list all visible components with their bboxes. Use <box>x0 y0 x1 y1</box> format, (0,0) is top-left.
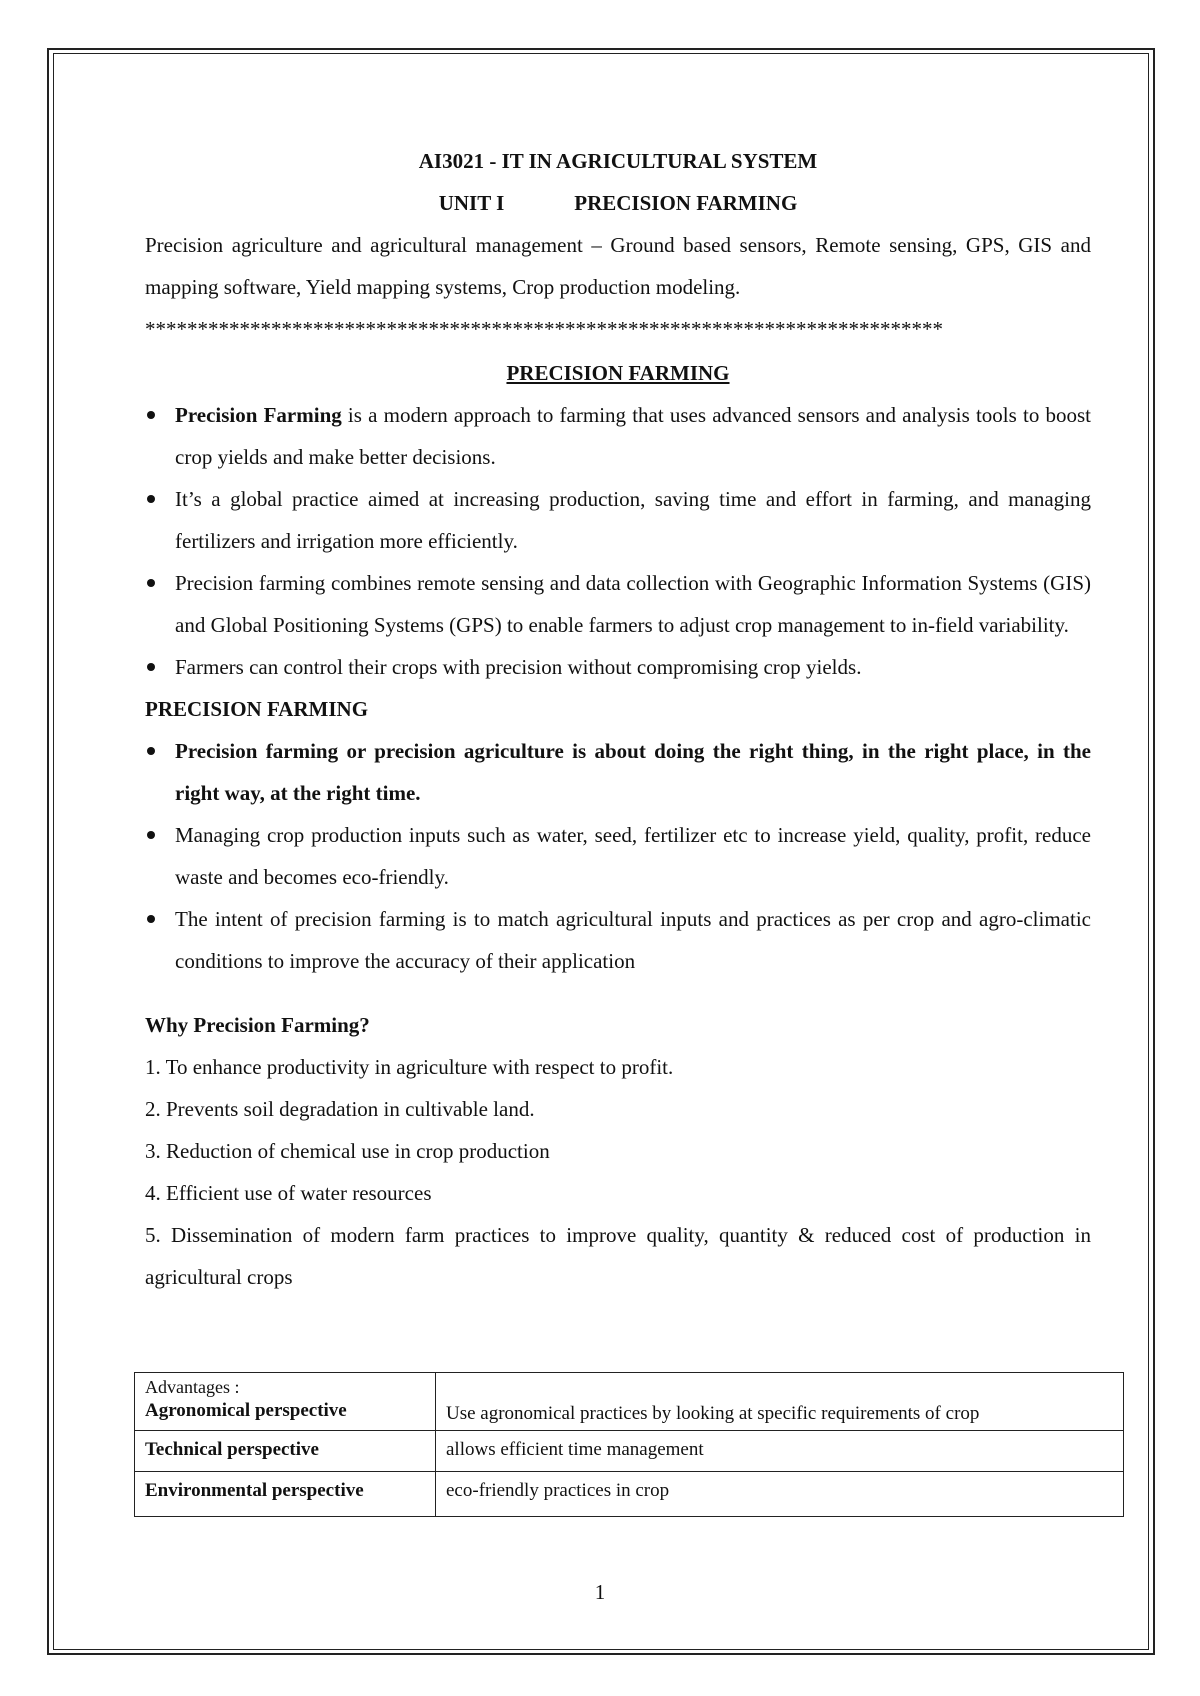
table-row <box>135 1373 1124 1431</box>
list-item <box>145 394 1091 478</box>
list-item-text: is a modern approach to farming that uses advanced sensors and analysis tools to boost crop yields and make better decisions. <box>175 403 1091 469</box>
list-item <box>145 562 1091 646</box>
why-item: 2. Prevents soil degradation in cultivable land. <box>145 1097 535 1121</box>
list-item-text: Precision farming or precision agriculture is about doing the right thing, in the right place, in the right way, at the right time. <box>175 739 1091 805</box>
why-item: 5. Dissemination of modern farm practices to improve quality, quantity & reduced cost of production in agricultural crops <box>145 1223 1091 1289</box>
list-item <box>145 898 1091 982</box>
why-item: 3. Reduction of chemical use in crop production <box>145 1139 550 1163</box>
unit-heading <box>145 182 1091 224</box>
table-cell-perspective <box>135 1373 436 1431</box>
table-cell-perspective: Environmental perspective <box>135 1472 436 1517</box>
advantages-caption: Advantages : <box>145 1377 240 1397</box>
unit-title: PRECISION FARMING <box>574 191 798 215</box>
why-item: 4. Efficient use of water resources <box>145 1181 432 1205</box>
list-item <box>145 730 1091 814</box>
precision-farming-list <box>145 394 1091 688</box>
section-heading-precision-farming: PRECISION FARMING <box>506 361 730 385</box>
list-item <box>145 646 1091 688</box>
list-item-text: The intent of precision farming is to match agricultural inputs and practices as per crop and agro-climatic conditions to improve the accuracy of their application <box>175 907 1091 973</box>
advantages-table <box>134 1372 1124 1517</box>
list-item <box>145 478 1091 562</box>
table-cell-perspective: Technical perspective <box>135 1431 436 1472</box>
list-item-text: Precision farming combines remote sensing and data collection with Geographic Information Systems (GIS) and Global Positioning Systems (GPS) to enable farmers to adjust crop management to in-field variability. <box>175 571 1091 637</box>
why-item: 1. To enhance productivity in agriculture with respect to profit. <box>145 1055 674 1079</box>
list-item-text: Managing crop production inputs such as water, seed, fertilizer etc to increase yield, quality, profit, reduce waste and becomes eco-friendly. <box>175 823 1091 889</box>
table-cell-description: allows efficient time management <box>436 1431 1124 1472</box>
table-cell-description: Use agronomical practices by looking at specific requirements of crop <box>436 1373 1124 1431</box>
page-number: 1 <box>594 1580 606 1604</box>
section-heading-precision-farming-2: PRECISION FARMING <box>145 697 369 721</box>
unit-label: UNIT I <box>438 191 505 215</box>
precision-farming-definition-list <box>145 730 1091 982</box>
list-item <box>145 814 1091 898</box>
list-item-text: Farmers can control their crops with precision without compromising crop yields. <box>175 655 862 679</box>
list-item-lead: Precision Farming <box>175 403 342 427</box>
syllabus-text: Precision agriculture and agricultural management – Ground based sensors, Remote sensing, GPS, GIS and mapping software, Yield mapping systems, Crop production modeling. <box>145 233 1091 299</box>
course-title: AI3021 - IT IN AGRICULTURAL SYSTEM <box>418 149 818 173</box>
table-cell-description: eco-friendly practices in crop <box>436 1472 1124 1517</box>
document-body <box>145 140 1091 1298</box>
perspective-label: Agronomical perspective <box>145 1400 347 1421</box>
separator-line: **************************************************************************** <box>145 317 943 341</box>
why-heading: Why Precision Farming? <box>145 1013 370 1037</box>
list-item-text: It’s a global practice aimed at increasing production, saving time and effort in farming, and managing fertilizers and irrigation more efficiently. <box>175 487 1091 553</box>
table-row <box>135 1472 1124 1517</box>
table-row <box>135 1431 1124 1472</box>
